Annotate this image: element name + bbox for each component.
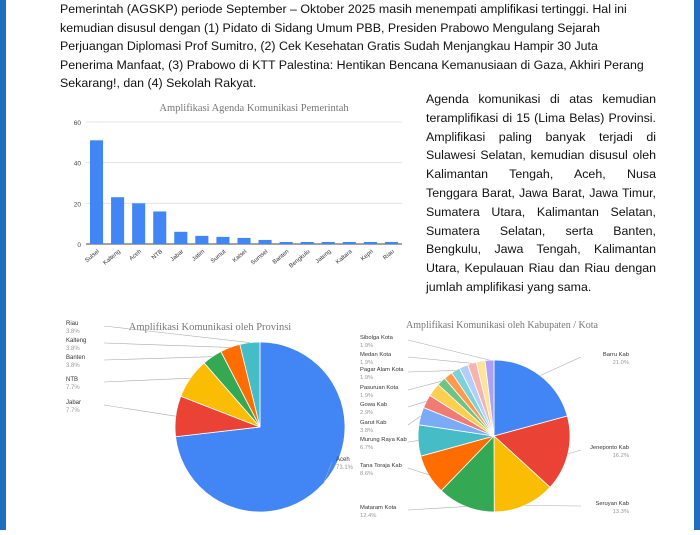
leader-line: [408, 370, 455, 372]
chart-title: Amplifikasi Komunikasi oleh Kabupaten / Kota: [406, 320, 598, 331]
x-tick-label: Aceh: [129, 249, 143, 262]
slice-percent: 3.8%: [66, 363, 80, 369]
slice-percent: 21.0%: [613, 360, 629, 366]
x-tick-label: Riau: [382, 249, 395, 262]
slice-percent: 1.9%: [360, 343, 373, 349]
city-pie-container: [352, 312, 652, 530]
bar: [385, 242, 398, 244]
leader-line: [408, 401, 426, 407]
leader-line: [104, 343, 230, 347]
slice-percent: 3.8%: [360, 428, 373, 434]
side-paragraph: Agenda komunikasi di atas kemudian teramplifikasi di 15 (Lima Belas) Provinsi. Amplifikasi paling banyak terjadi di Sulawesi Selatan, kemudian disusul oleh Kalimantan Tengah, Aceh, Nusa Tenggara Barat, Jawa Barat, Jawa Timur, Sumatera Utara, Kalimantan Selatan, Sumatera Selatan, serta Banten, Bengkulu, Jawa Tengah, Kalimantan Utara, Kepulauan Riau dan Riau dengan jumlah amplifikasi yang sama.: [426, 90, 656, 297]
slice-label: Riau: [66, 321, 78, 327]
bar-chart: [62, 96, 408, 278]
slice-label: Seruyan Kab: [595, 501, 629, 507]
bar: [90, 140, 103, 244]
slice-label: Pagar Alam Kota: [360, 367, 404, 373]
slice-percent: 16.2%: [613, 453, 629, 459]
slice-percent: 1.9%: [360, 360, 373, 366]
leader-line: [104, 378, 190, 382]
bar: [174, 232, 187, 244]
city-pie-chart: [352, 312, 652, 530]
bar: [237, 238, 250, 244]
y-tick-label: 40: [74, 161, 82, 168]
x-tick-label: Jatim: [191, 249, 206, 263]
leader-line: [408, 441, 418, 442]
bar: [322, 242, 335, 244]
x-tick-label: NTB: [151, 249, 164, 261]
y-tick-label: 60: [74, 120, 82, 127]
slice-label: Jeneponto Kab: [590, 445, 629, 451]
bar: [195, 236, 208, 244]
slice-label: Barru Kab: [603, 352, 629, 358]
x-tick-label: Sumut: [210, 249, 227, 265]
slice-label: Jabar: [66, 400, 81, 406]
top-paragraph: [60, 0, 650, 93]
slice-percent: 1.9%: [360, 393, 373, 399]
leader-line: [568, 450, 581, 454]
bar: [132, 203, 145, 244]
bar: [343, 242, 356, 244]
slice-percent: 7.7%: [66, 385, 80, 391]
bar: [364, 242, 377, 244]
slice-label: Tana Toraja Kab: [360, 463, 402, 469]
bar-chart-container: [62, 96, 408, 278]
leader-line: [104, 405, 176, 416]
x-tick-label: Kalteng: [102, 249, 121, 267]
slice-label: Murung Raya Kab: [360, 437, 407, 443]
leader-line: [408, 357, 472, 363]
bar: [216, 237, 229, 244]
bar: [259, 240, 272, 244]
x-tick-label: Kaltara: [335, 249, 354, 266]
leader-line: [408, 340, 490, 360]
slice-percent: 3.8%: [66, 329, 80, 335]
paragraph-line: Pemerintah (AGSKP) periode September – Oktober 2025 masih menempati amplifikasi tertinggi. Hal ini: [60, 0, 650, 19]
slice-label: Aceh: [336, 457, 350, 463]
chart-title: Amplifikasi Agenda Komunikasi Pemerintah: [159, 103, 349, 114]
x-tick-label: Kepri: [360, 249, 375, 263]
slice-label: Gowa Kab: [360, 402, 387, 408]
x-tick-label: Kalsel: [232, 249, 248, 264]
paragraph-line: kemudian disusul dengan (1) Pidato di Sidang Umum PBB, Presiden Prabowo Mengulang Sejarah: [60, 19, 650, 38]
slice-label: Garut Kab: [360, 420, 386, 426]
slice-label: Banten: [66, 355, 85, 361]
bar: [280, 242, 293, 244]
slice-label: Pasuruan Kota: [360, 385, 399, 391]
slice-percent: 1.9%: [360, 375, 373, 381]
x-tick-label: Banten: [272, 249, 290, 266]
x-tick-label: Jabar: [170, 249, 185, 263]
chart-title: Amplifikasi Komunikasi oleh Provinsi: [129, 322, 292, 333]
slice-label: Sibolga Kota: [360, 335, 394, 341]
slice-label: NTB: [66, 377, 78, 383]
y-tick-label: 20: [74, 201, 82, 208]
bar: [111, 197, 124, 244]
x-tick-label: Sulsel: [84, 249, 100, 264]
slice-percent: 8.6%: [360, 471, 373, 477]
slice-percent: 7.7%: [66, 408, 80, 414]
x-tick-label: Jateng: [315, 249, 333, 265]
slice-label: Kalteng: [66, 338, 86, 344]
slice-percent: 73.1%: [336, 465, 354, 471]
leader-line: [540, 357, 581, 376]
x-tick-label: Sumsel: [250, 249, 269, 266]
x-tick-label: Bengkulu: [288, 249, 311, 270]
slice-percent: 6.7%: [360, 445, 373, 451]
bar: [153, 211, 166, 244]
slice-percent: 12.4%: [360, 513, 376, 519]
y-tick-label: 0: [77, 242, 81, 249]
paragraph-line: Penerima Manfaat, (3) Prabowo di KTT Palestina: Hentikan Bencana Kemanusiaan di Gaza, Akhiri Perang: [60, 56, 650, 75]
bar: [301, 242, 314, 244]
slice-percent: 2.9%: [360, 410, 373, 416]
paragraph-line: Sekarang!, dan (4) Sekolah Rakyat.: [60, 74, 650, 93]
leader-line: [104, 357, 212, 360]
province-pie-container: [60, 312, 380, 530]
paragraph-line: Perjuangan Diplomasi Prof Sumitro, (2) Cek Kesehatan Gratis Sudah Menjangkau Hampir 30 Juta: [60, 37, 650, 56]
slice-percent: 13.3%: [613, 509, 629, 515]
slice-percent: 3.8%: [66, 346, 80, 352]
province-pie-chart: [60, 312, 380, 530]
slice-label: Medan Kota: [360, 352, 392, 358]
leader-line: [408, 507, 466, 510]
slice-label: Mataram Kota: [360, 505, 397, 511]
